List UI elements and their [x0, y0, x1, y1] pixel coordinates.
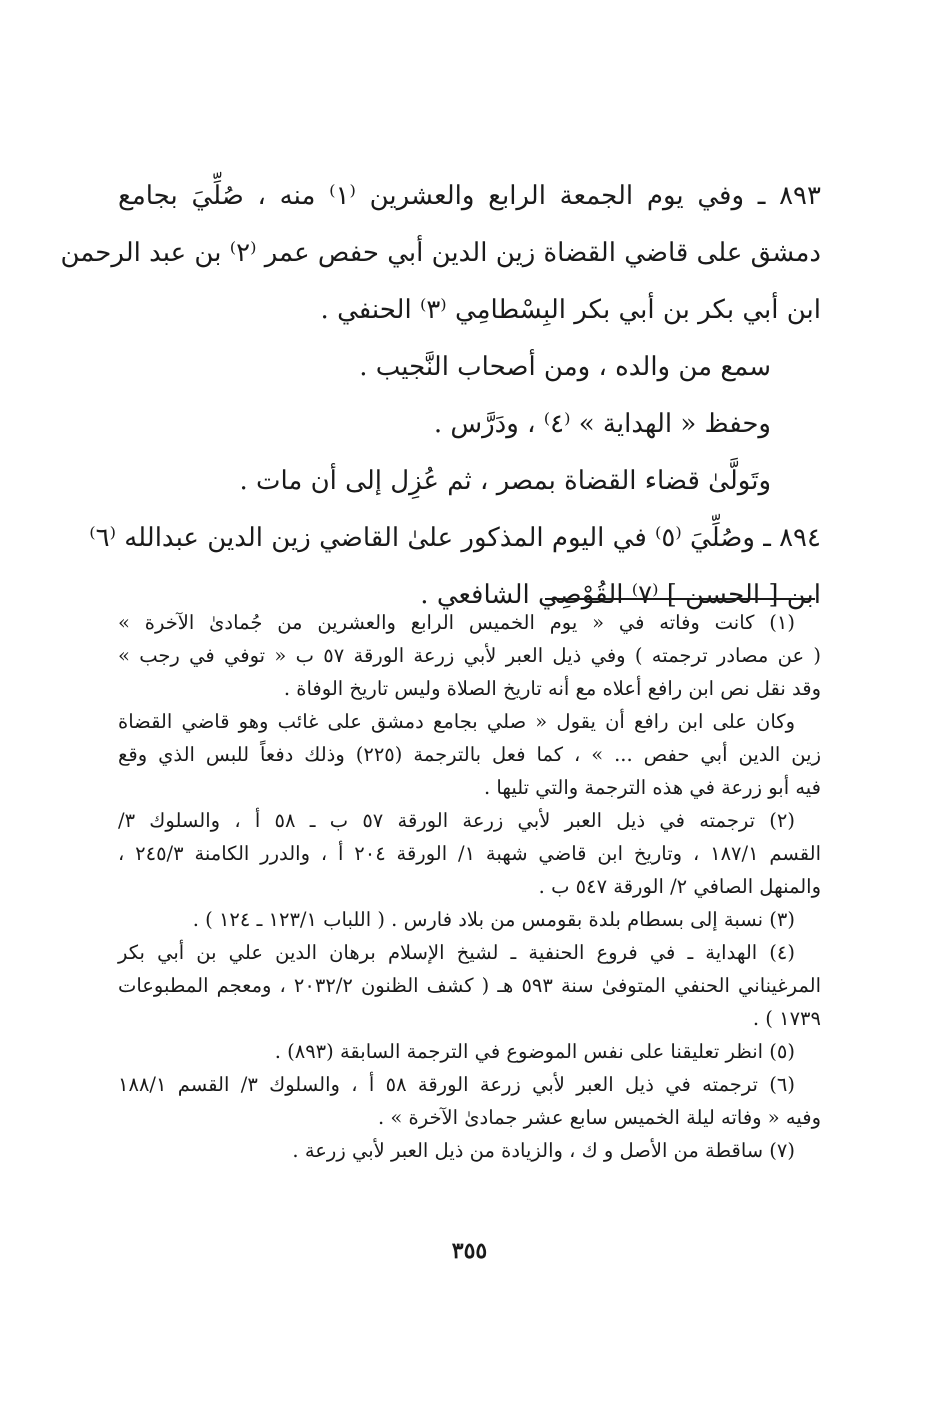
footnote-2-line-2: القسم ١٨٧/١ ، وتاريخ ابن قاضي شهبة ١/ الورقة ٢٠٤ أ ، والدرر الكامنة ٢٤٥/٣ ، — [118, 842, 822, 865]
footnote-3: (٣) نسبة إلى بسطام بلدة بقومس من بلاد فارس . ( اللباب ١٢٣/١ ـ ١٢٤ ) . — [192, 908, 795, 931]
entry-893-line-6: وتَولَّىٰ قضاء القضاة بمصر ، ثم عُزِل إلى أن مات . — [239, 466, 771, 496]
footnote-5: (٥) انظر تعليقنا على نفس الموضوع في الترجمة السابقة (٨٩٣) . — [274, 1040, 795, 1063]
footnote-2-line-3: والمنهل الصافي ٢/ الورقة ٥٤٧ ب . — [538, 875, 821, 898]
footnote-1-line-4: وكان على ابن رافع أن يقول « صلي بجامع دمشق على غائب وهو قاضي القضاة — [118, 710, 795, 733]
footnote-6-line-2: وفيه « وفاته ليلة الخميس سابع عشر جمادىٰ الآخرة » . — [377, 1106, 821, 1129]
footnotes — [118, 606, 821, 1167]
main-text — [60, 168, 821, 624]
footnote-1-line-1: (١) كانت وفاته في « يوم الخميس الرابع والعشرين من جُمادىٰ الآخرة » — [118, 611, 795, 634]
page-number: ٣٥٥ — [451, 1238, 488, 1264]
entry-893-line-2: دمشق على قاضي القضاة زين الدين أبي حفص عمر ⁽٢⁾ بن عبد الرحمن — [60, 238, 821, 268]
footnote-1-line-3: وقد نقل نص ابن رافع أعلاه مع أنه تاريخ الصلاة وليس تاريخ الوفاة . — [283, 677, 821, 700]
entry-893-line-4: سمع من والده ، ومن أصحاب النَّجيب . — [359, 352, 771, 382]
entry-893-line-3: ابن أبي بكر بن أبي بكر البِسْطامِي ⁽٣⁾ الحنفي . — [320, 295, 821, 325]
footnote-1-line-6: فيه أبو زرعة في هذه الترجمة والتي تليها . — [484, 776, 821, 799]
footnote-divider — [545, 598, 815, 600]
entry-893-line-1: ٨٩٣ ـ وفي يوم الجمعة الرابع والعشرين ⁽١⁾ منه ، صُلِّيَ بجامع — [118, 181, 821, 211]
footnote-1-line-5: زين الدين أبي حفص ... » ، كما فعل بالترجمة (٢٢٥) وذلك دفعاً للبس الذي وقع — [118, 743, 821, 766]
footnote-4-line-2: المرغيناني الحنفي المتوفىٰ سنة ٥٩٣ هـ ( كشف الظنون ٢٠٣٢/٢ ، ومعجم المطبوعات — [118, 974, 821, 997]
footnote-6-line-1: (٦) ترجمته في ذيل العبر لأبي زرعة الورقة ٥٨ أ ، والسلوك ٣/ القسم ١٨٨/١ — [118, 1073, 796, 1096]
entry-893-line-5: وحفظ « الهداية » ⁽٤⁾ ، ودَرَّس . — [433, 409, 771, 439]
footnote-2-line-1: (٢) ترجمته في ذيل العبر لأبي زرعة الورقة ٥٧ ب ـ ٥٨ أ ، والسلوك ٣/ — [118, 809, 796, 832]
footnote-4-line-1: (٤) الهداية ـ في فروع الحنفية ـ لشيخ الإسلام برهان الدين علي بن أبي بكر — [118, 941, 795, 964]
footnote-1-line-2: ( عن مصادر ترجمته ) وفي ذيل العبر لأبي زرعة الورقة ٥٧ ب « توفي في رجب » — [118, 644, 821, 667]
footnote-4-line-3: ١٧٣٩ ) . — [752, 1007, 821, 1030]
entry-894-line-1: ٨٩٤ ـ وصُلِّيَ ⁽٥⁾ في اليوم المذكور علىٰ القاضي زين الدين عبدالله ⁽٦⁾ — [89, 523, 821, 553]
entry-894-line-2: ابن [ الحسن ] ⁽٧⁾ القُوْصِي الشافعي . — [420, 580, 821, 610]
footnote-7: (٧) ساقطة من الأصل و ك ، والزيادة من ذيل العبر لأبي زرعة . — [292, 1139, 795, 1162]
